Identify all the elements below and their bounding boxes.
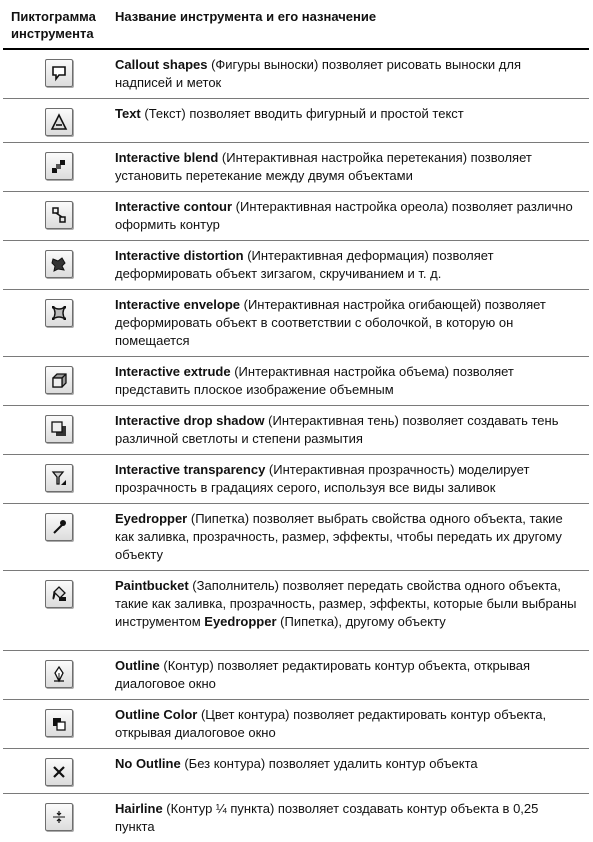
table-row — [3, 749, 589, 794]
tool-name: Interactive envelope — [115, 297, 240, 312]
table-row — [3, 455, 589, 504]
row-description — [107, 571, 589, 651]
eyedropper-icon — [45, 513, 73, 541]
table-header — [3, 0, 589, 49]
row-description — [107, 700, 589, 749]
tool-name: Interactive extrude — [115, 364, 231, 379]
row-description — [107, 794, 589, 842]
interactive-envelope-icon — [45, 299, 73, 327]
tool-name: Interactive transparency — [115, 462, 265, 477]
tool-name: Hairline — [115, 801, 163, 816]
tool-name: Interactive distortion — [115, 248, 244, 263]
tool-description: (Интерактивная деформация) позволяет деформировать объект зигзагом, скручиванием и т. д. — [115, 248, 494, 281]
tool-description: (Пипетка) позволяет выбрать свойства одного объекта, такие как заливка, прозрачность, размер, эффекты, чтобы передать их другому объекту — [115, 511, 563, 562]
outline-color-icon — [45, 709, 73, 737]
tool-name: Paintbucket — [115, 578, 189, 593]
row-description — [107, 504, 589, 571]
table-row — [3, 571, 589, 651]
header-name-column: Название инструмента и его назначение — [107, 0, 589, 49]
table-row — [3, 49, 589, 99]
tool-description: (Контур ¼ пункта) позволяет создавать контур объекта в 0,25 пункта — [115, 801, 538, 834]
tool-description: (Интерактивная настройка перетекания) позволяет установить перетекание между двумя объектами — [115, 150, 532, 183]
row-description — [107, 651, 589, 700]
tool-name: Interactive contour — [115, 199, 232, 214]
table-row — [3, 700, 589, 749]
tool-description: (Интерактивная настройка ореола) позволяет различно оформить контур — [115, 199, 573, 232]
row-description — [107, 192, 589, 241]
row-description — [107, 357, 589, 406]
tool-description: (Интерактивная настройка объема) позволяет представить плоское изображение объемным — [115, 364, 514, 397]
row-description — [107, 749, 589, 794]
tool-name: No Outline — [115, 756, 181, 771]
tool-description: (Текст) позволяет вводить фигурный и простой текст — [141, 106, 464, 121]
interactive-contour-icon — [45, 201, 73, 229]
table-row — [3, 651, 589, 700]
tool-description: (Заполнитель) позволяет передать свойства одного объекта, такие как заливка, прозрачность, размер, эффекты, которые были выбраны инструментом — [115, 578, 577, 629]
row-description — [107, 290, 589, 357]
row-description — [107, 143, 589, 192]
tool-description: (Фигуры выноски) позволяет рисовать выноски для надписей и меток — [115, 57, 521, 90]
tool-name-reference: Eyedropper — [204, 614, 276, 629]
tool-name: Outline Color — [115, 707, 197, 722]
table-row — [3, 241, 589, 290]
table-row — [3, 99, 589, 143]
interactive-drop-shadow-icon — [45, 415, 73, 443]
table-row — [3, 143, 589, 192]
tool-description: (Контур) позволяет редактировать контур объекта, открывая диалоговое окно — [115, 658, 530, 691]
table-row — [3, 794, 589, 842]
tools-table — [3, 0, 589, 842]
row-description — [107, 455, 589, 504]
tool-description: (Интерактивная тень) позволяет создавать тень различной светлоты и степени размытия — [115, 413, 559, 446]
callout-shapes-icon — [45, 59, 73, 87]
row-description — [107, 99, 589, 143]
header-icon-column: Пиктограмма инструмента — [3, 0, 107, 49]
tool-name: Interactive drop shadow — [115, 413, 265, 428]
outline-pen-icon — [45, 660, 73, 688]
tool-description: (Без контура) позволяет удалить контур объекта — [181, 756, 478, 771]
tool-name: Interactive blend — [115, 150, 218, 165]
text-tool-icon — [45, 108, 73, 136]
row-description — [107, 406, 589, 455]
interactive-blend-icon — [45, 152, 73, 180]
no-outline-icon — [45, 758, 73, 786]
interactive-transparency-icon — [45, 464, 73, 492]
tool-description: (Цвет контура) позволяет редактировать контур объекта, открывая диалоговое окно — [115, 707, 546, 740]
tool-name: Eyedropper — [115, 511, 187, 526]
row-description — [107, 49, 589, 99]
row-description — [107, 241, 589, 290]
header-row — [3, 0, 589, 49]
tool-name: Callout shapes — [115, 57, 207, 72]
tool-description: (Интерактивная прозрачность) моделирует прозрачность в градациях серого, используя все виды заливок — [115, 462, 529, 495]
table-row — [3, 406, 589, 455]
tool-description: (Интерактивная настройка огибающей) позволяет деформировать объект в соответствии с оболочкой, в которую он помещается — [115, 297, 546, 348]
paintbucket-icon — [45, 580, 73, 608]
tool-name: Outline — [115, 658, 160, 673]
interactive-distortion-icon — [45, 250, 73, 278]
tool-name: Text — [115, 106, 141, 121]
table-row — [3, 357, 589, 406]
tool-description-end: (Пипетка), другому объекту — [277, 614, 446, 629]
interactive-extrude-icon — [45, 366, 73, 394]
hairline-icon — [45, 803, 73, 831]
table-row — [3, 192, 589, 241]
table-row — [3, 504, 589, 571]
table-row — [3, 290, 589, 357]
